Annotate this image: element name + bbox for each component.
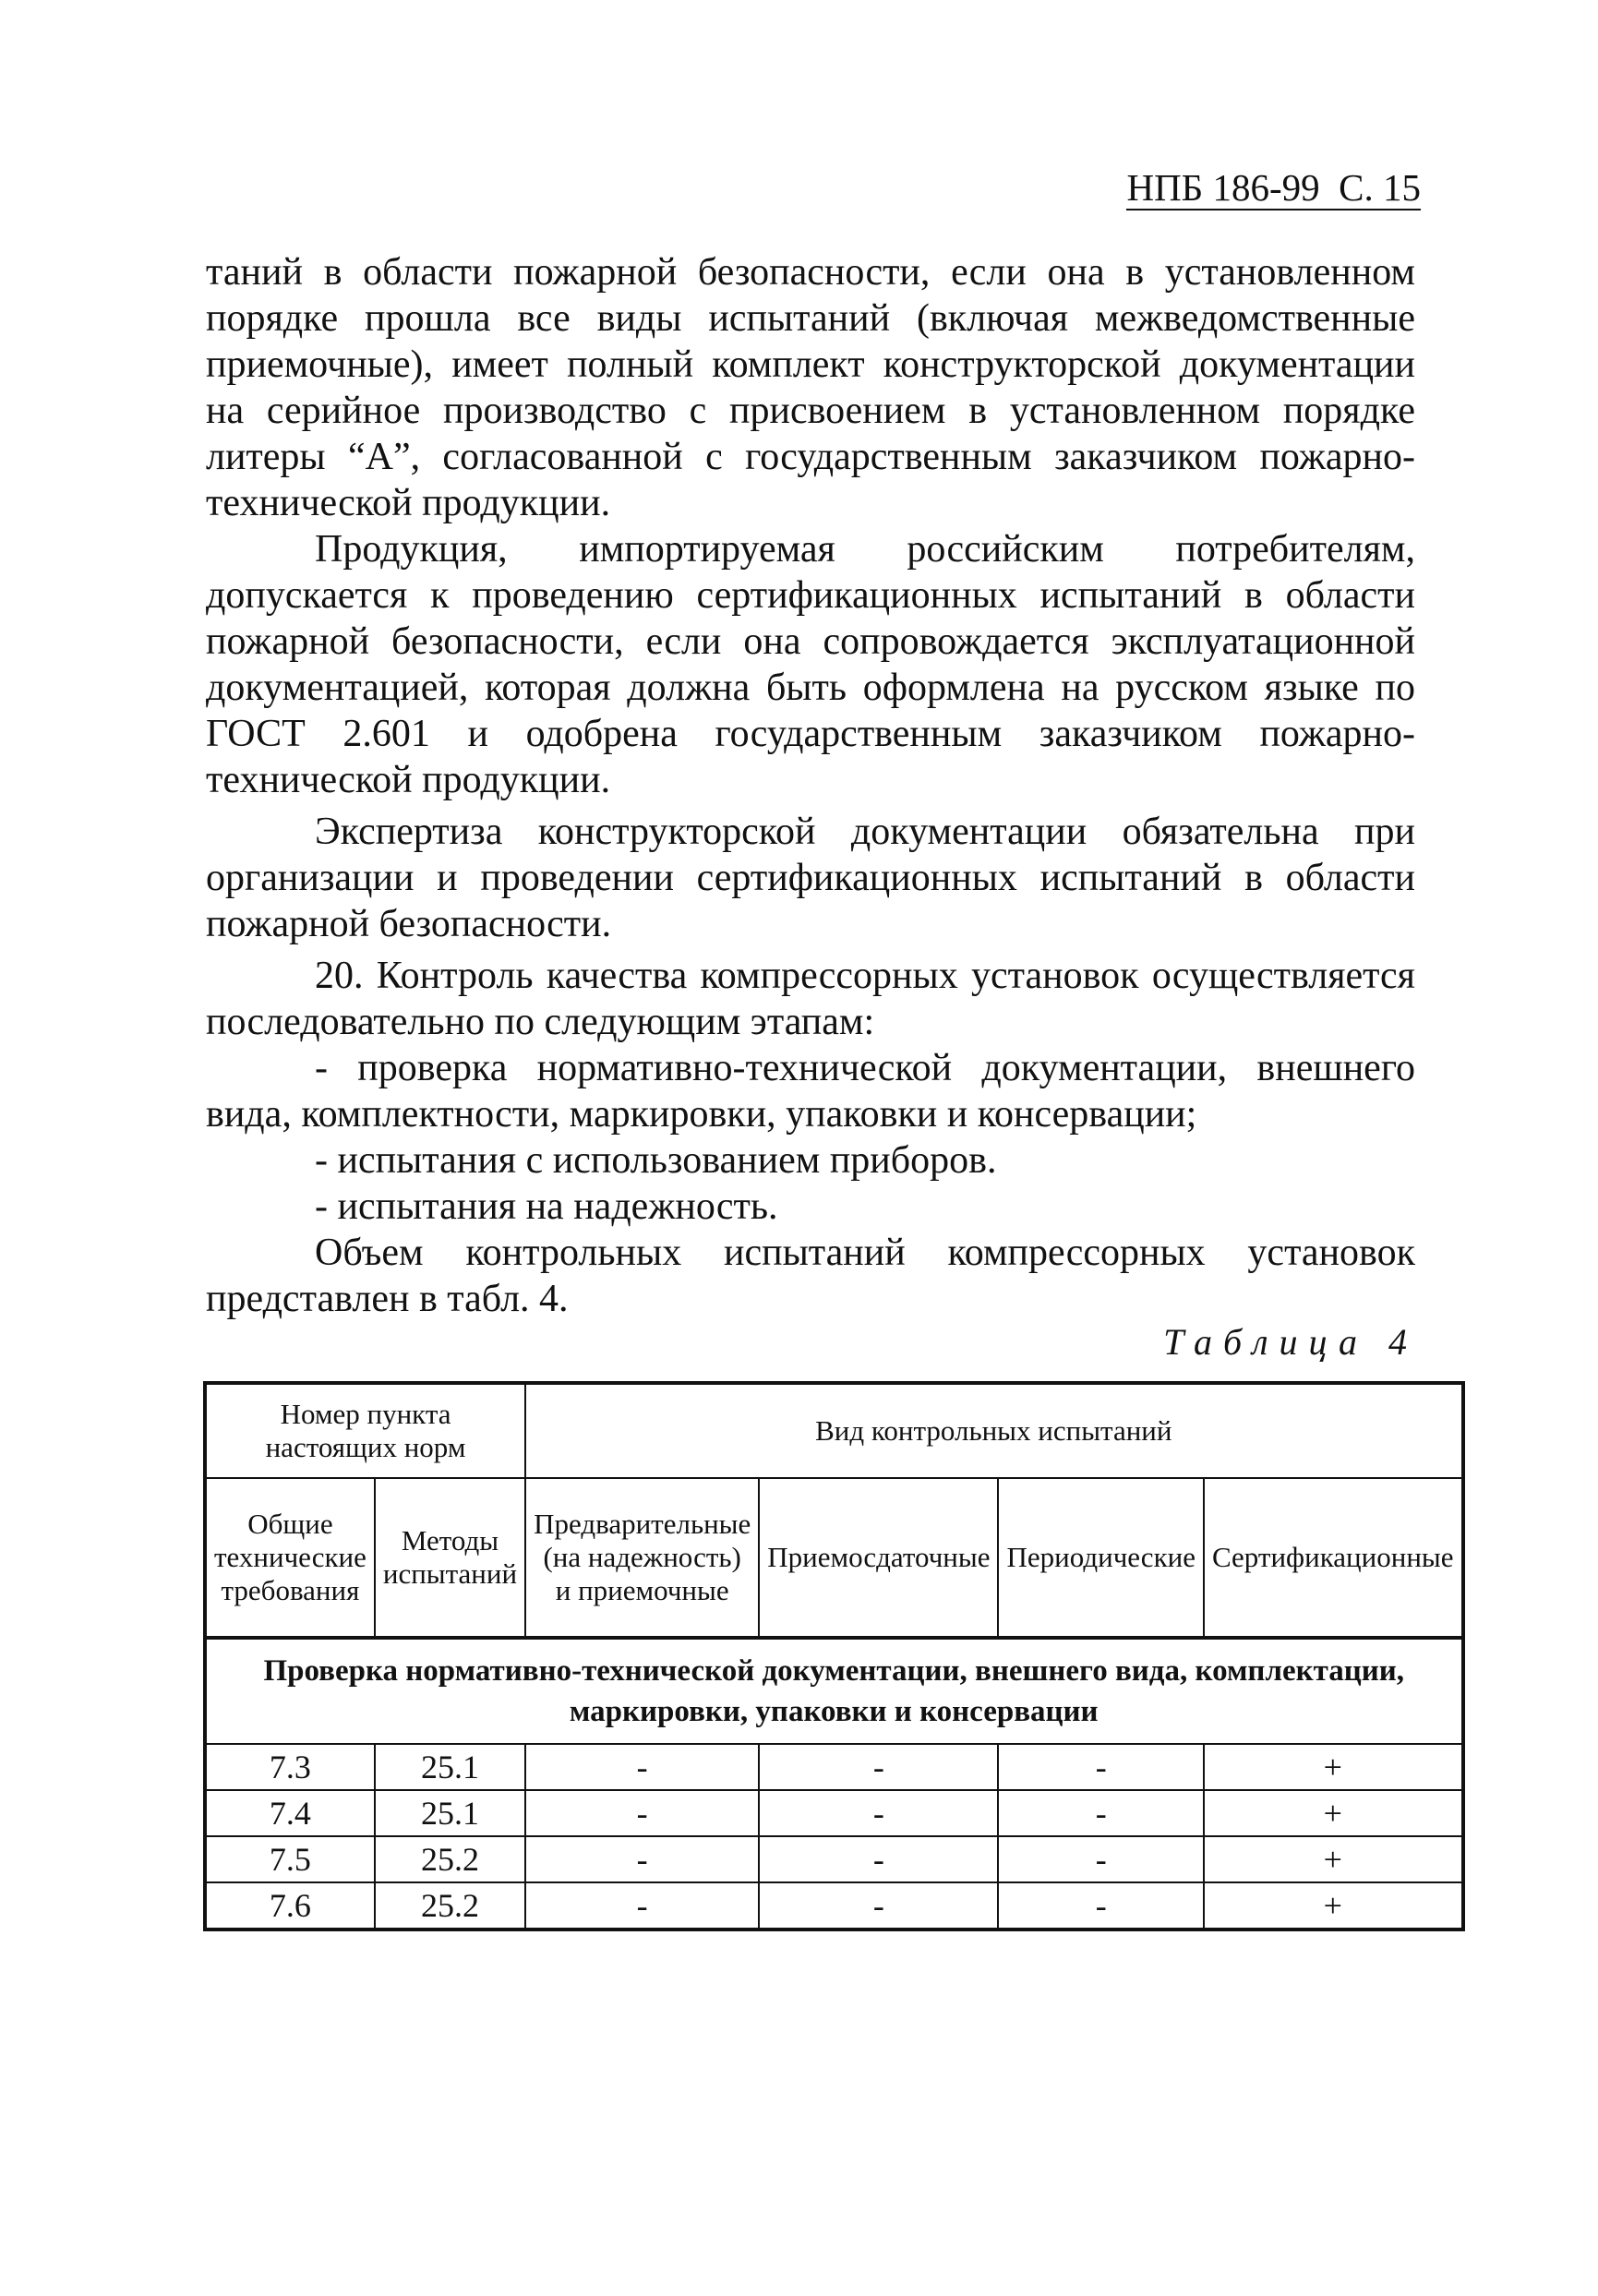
- table-cell: -: [525, 1744, 759, 1790]
- table-cell: -: [525, 1790, 759, 1836]
- table-cell: -: [525, 1882, 759, 1929]
- table-cell: -: [759, 1836, 998, 1882]
- table-group-header-row: [205, 1383, 1463, 1478]
- table-row: [205, 1836, 1463, 1882]
- column-header: Сертификационные: [1204, 1478, 1463, 1638]
- table-cell: 25.2: [375, 1836, 525, 1882]
- table-cell: 7.4: [205, 1790, 375, 1836]
- table-cell: 7.5: [205, 1836, 375, 1882]
- tests-table: [203, 1381, 1465, 1931]
- table-cell: +: [1204, 1882, 1463, 1929]
- page-number: С. 15: [1339, 166, 1421, 209]
- table-column-header-row: [205, 1478, 1463, 1638]
- table-section-row: [205, 1638, 1463, 1744]
- paragraph: 20. Контроль качества компрессорных установок осуществляется последовательно по следующим этапам:: [206, 955, 1415, 1043]
- column-header: Приемосдаточные: [759, 1478, 998, 1638]
- table-cell: 25.1: [375, 1790, 525, 1836]
- table-cell: -: [759, 1744, 998, 1790]
- paragraph: Продукция, импортируемая российским потребителям, допускается к проведению сертификационных испытаний в области пожарной безопасности, если она сопровождается эксплуатационной документацией, которая должна быть оформлена на русском языке по ГОСТ 2.601 и одобрена государственным заказчиком пожарно-технической продукции.: [206, 528, 1415, 801]
- table-cell: 25.2: [375, 1882, 525, 1929]
- table-cell: +: [1204, 1836, 1463, 1882]
- list-item: - испытания с использованием приборов.: [315, 1139, 997, 1182]
- group-header-test-types: Вид контрольных испытаний: [525, 1383, 1462, 1478]
- table-cell: +: [1204, 1790, 1463, 1836]
- table-cell: -: [998, 1836, 1204, 1882]
- table-cell: -: [998, 1790, 1204, 1836]
- document-code: НПБ 186-99: [1126, 166, 1320, 209]
- table-row: [205, 1744, 1463, 1790]
- paragraph: Экспертиза конструкторской документации обязательна при организации и проведении сертификационных испытаний в области пожарной безопасности.: [206, 811, 1415, 945]
- section-title: Проверка нормативно-технической документации, внешнего вида, комплектации, маркировки, упаковки и консервации: [205, 1638, 1463, 1744]
- table-row: [205, 1882, 1463, 1929]
- list-item: - испытания на надежность.: [315, 1185, 778, 1228]
- column-header: Предварительные (на надежность) и приемочные: [525, 1478, 759, 1638]
- body-text: [206, 249, 1415, 1322]
- column-header: Методы испытаний: [375, 1478, 525, 1638]
- table-cell: -: [759, 1882, 998, 1929]
- table-cell: -: [525, 1836, 759, 1882]
- table-cell: 25.1: [375, 1744, 525, 1790]
- table-cell: -: [759, 1790, 998, 1836]
- list-item: - проверка нормативно-технической документации, внешнего вида, комплектности, маркировки, упаковки и консервации;: [206, 1047, 1415, 1136]
- column-header: Общие технические требования: [205, 1478, 375, 1638]
- table-cell: -: [998, 1882, 1204, 1929]
- column-header: Периодические: [998, 1478, 1204, 1638]
- table-cell: +: [1204, 1744, 1463, 1790]
- table-row: [205, 1790, 1463, 1836]
- group-header-norm-items: Номер пункта настоящих норм: [205, 1383, 525, 1478]
- table-cell: 7.3: [205, 1744, 375, 1790]
- page-header: [1126, 166, 1421, 210]
- table-cell: 7.6: [205, 1882, 375, 1929]
- table-caption: Таблица 4: [1163, 1321, 1418, 1363]
- paragraph: таний в области пожарной безопасности, если она в установленном порядке прошла все виды испытаний (включая межведомственные приемочные), имеет полный комплект конструкторской документации на серийное производство с присвоением в установленном порядке литеры “А”, согласованной с государственным заказчиком пожарно-технической продукции.: [206, 251, 1415, 524]
- table-cell: -: [998, 1744, 1204, 1790]
- paragraph: Объем контрольных испытаний компрессорных установок представлен в табл. 4.: [206, 1232, 1415, 1320]
